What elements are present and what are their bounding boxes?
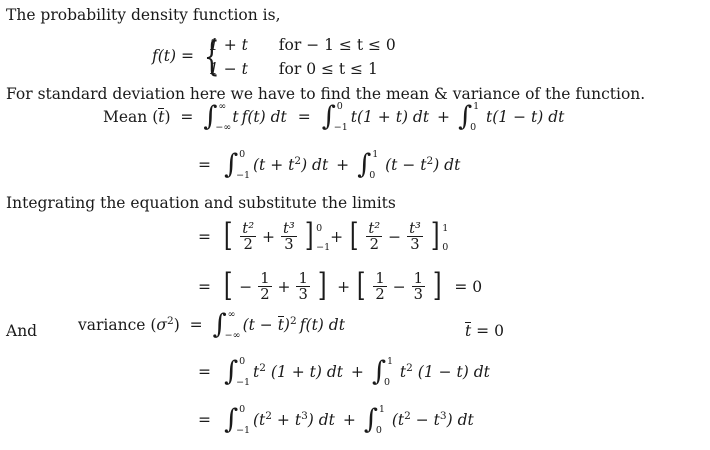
variance-label: variance $(\sigma^2)$ — [78, 315, 180, 335]
equals-sign: = — [175, 108, 199, 126]
integral-sign: ∫ — [212, 309, 227, 341]
mean-integrand-2: t(1 + t) dt — [350, 108, 430, 126]
bracket-expression-1: [ $\frac{\text{t²}}{2}$ + $\frac{\text{t³}}{3}$ ] 0 −1 — [223, 218, 331, 255]
and-label: And — [6, 322, 38, 340]
integral-sign: ∫ — [223, 404, 239, 436]
right-bracket: ] — [432, 268, 442, 305]
fraction-t3-over-3: $\frac{\text{t³}}{3}$ — [282, 220, 295, 254]
bracket-expression-2: [ $\frac{\text{t²}}{2}$ − $\frac{\text{t³}}{3}$ ] 1 0 — [349, 218, 449, 255]
mean-integrand-2: $(t - t^2)$ dt — [385, 155, 461, 175]
equals-sign: = — [198, 227, 211, 246]
operator: + — [277, 277, 291, 296]
variance-integrand-1: $t^2$ (1 + t) dt — [253, 362, 343, 382]
variance-equation-line-2: = ∫ 0 −1 $t^2$ (1 + t) dt + ∫ 1 0 $t^2$ (1 − t) dt — [198, 356, 490, 389]
mean-equation-line-2: = ∫ 0 −1 $(t + t^2)$ dt + ∫ 1 0 $(t - t^2)$ dt — [198, 149, 461, 182]
integral-sign-2: ∫ — [371, 356, 386, 388]
intro-text: The probability density function is, — [6, 6, 281, 24]
fraction-1-over-2: $\frac{1}{2}$ — [260, 270, 270, 304]
integral-sign-2: ∫ — [321, 100, 336, 132]
variance-integrand-1: $(t^2 + t^3)$ dt — [253, 410, 335, 430]
fraction-1-over-2-b: $\frac{1}{2}$ — [375, 270, 385, 304]
plus-sign: + — [350, 363, 364, 382]
mean-equation-line-4 — [198, 268, 483, 305]
minus-sign: − — [239, 277, 253, 296]
fraction-t2-over-2-b: $\frac{\text{t²}}{2}$ — [368, 220, 381, 254]
variance-integrand-2: $t^2$ (1 − t) dt — [399, 362, 490, 382]
mean-integrand-3: t(1 − t) dt — [486, 108, 565, 126]
integral-sign-3: ∫ — [457, 100, 473, 132]
right-bracket: ] — [317, 268, 327, 305]
pdf-case-1-expr: 1 + t — [208, 36, 248, 54]
integral-sign-2: ∫ — [357, 149, 372, 181]
equals-sign: = — [198, 156, 211, 175]
pdf-case-2-expr: 1 − t — [208, 60, 248, 79]
equals-sign: = — [198, 277, 211, 296]
mean-integrand-1: t f(t) dt — [232, 108, 287, 126]
mean-result: = 0 — [454, 277, 483, 296]
operator: + — [262, 227, 276, 246]
variance-equation-line-1: variance $(\sigma^2)$ = ∫ ∞ −∞ $(t - t)^2$ f(t) dt — [78, 309, 345, 342]
right-bracket: ] — [304, 218, 314, 255]
variance-integrand-2: $(t^2 - t^3)$ dt — [391, 410, 474, 430]
integral-sign-2: ∫ — [363, 404, 378, 436]
right-bracket: ] — [430, 218, 440, 255]
pdf-case-1-cond: for − 1 ≤ t ≤ 0 — [278, 36, 396, 54]
plus-sign: + — [336, 156, 350, 175]
fraction-1-over-3-b: $\frac{1}{3}$ — [413, 270, 424, 304]
left-bracket: [ — [223, 218, 233, 255]
integral-sign: ∫ — [223, 149, 239, 181]
mean-integrand-1: $(t + t^2)$ dt — [253, 155, 329, 175]
bracket-expression-2 — [355, 268, 443, 305]
mean-result-note: t = 0 — [465, 322, 504, 340]
left-bracket: [ — [349, 218, 359, 255]
plus-sign: + — [330, 227, 344, 246]
bracket-expression-1 — [222, 268, 328, 305]
fraction-1-over-3: $\frac{1}{3}$ — [298, 270, 308, 304]
integral-sign: ∫ — [223, 356, 239, 388]
mean-label: Mean (t) — [103, 108, 171, 126]
fraction-t3-over-3-b: $\frac{\text{t³}}{3}$ — [409, 220, 421, 254]
pdf-label: f(t) = — [152, 47, 194, 66]
operator: − — [388, 227, 402, 246]
equals-sign: = — [198, 411, 211, 430]
left-bracket: [ — [356, 268, 366, 305]
equals-sign: = — [184, 316, 208, 335]
equals-sign: = — [198, 363, 211, 382]
pdf-case-2-cond: for 0 ≤ t ≤ 1 — [278, 60, 378, 79]
plus-sign: + — [342, 411, 356, 430]
brace-glyph: { — [203, 34, 220, 81]
pdf-definition — [152, 33, 396, 81]
plus-sign: + — [337, 277, 351, 296]
mean-equation-line-1: Mean (t) = ∫ ∞ −∞ t f(t) dt = ∫ 0 −1 t(1 + t) dt + ∫ 1 0 t(1 − t) dt — [103, 100, 565, 133]
operator: − — [392, 277, 406, 296]
left-bracket: [ — [223, 268, 233, 305]
mean-equation-line-3 — [198, 218, 449, 255]
fraction-t2-over-2: $\frac{\text{t²}}{2}$ — [242, 220, 255, 254]
pdf-case-1 — [209, 33, 396, 57]
variance-equation-line-3: = ∫ 0 −1 $(t^2 + t^3)$ dt + ∫ 1 0 $(t^2 - t^3)$ dt — [198, 404, 474, 437]
pdf-piecewise — [199, 33, 396, 81]
std-dev-note: For standard deviation here we have to find the mean & variance of the function. — [6, 85, 646, 103]
pdf-case-2 — [209, 57, 396, 81]
equals-sign-2: = — [297, 108, 311, 126]
variance-integrand: $(t - t)^2$ f(t) dt — [242, 315, 345, 335]
integrating-note: Integrating the equation and substitute the limits — [6, 194, 396, 212]
plus-sign: + — [437, 108, 451, 126]
integral-sign: ∫ — [203, 100, 218, 132]
